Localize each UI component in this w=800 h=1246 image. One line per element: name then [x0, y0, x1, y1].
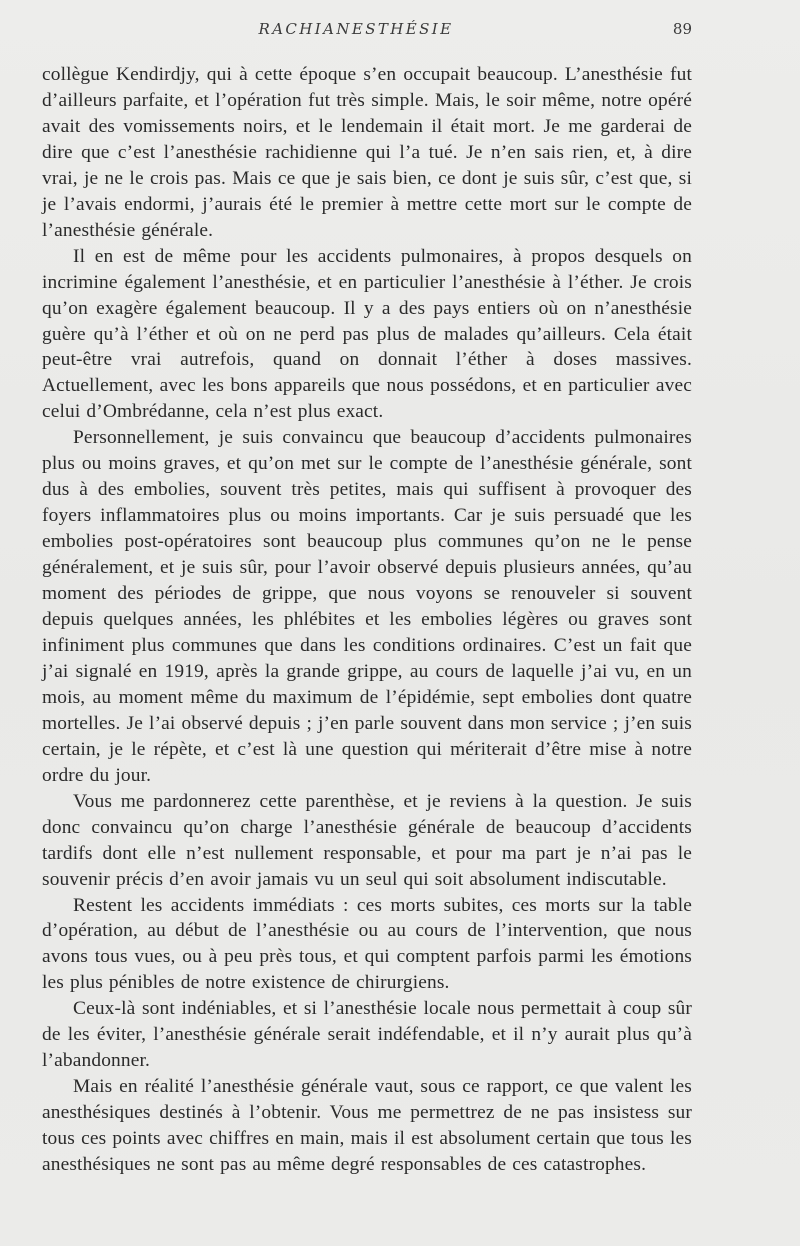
paragraph-7: Mais en réalité l’anesthésie générale vaut, sous ce rapport, ce que valent les anesthésiques destinés à l’obtenir. Vous me permettrez de ne pas insistess sur tous ces points avec chiffres en main, mais il est absolument certain que tous les anesthésiques ne sont pas au même degré responsables de ces catastrophes. [42, 1076, 692, 1176]
paragraph-1: collègue Kendirdjy, qui à cette époque s’en occupait beaucoup. L’anesthésie fut d’ailleurs parfaite, et l’opération fut très simple. Mais, le soir même, notre opéré avait des vomissements noirs, et le lendemain il était mort. Je me garderai de dire que c’est l’anesthésie rachidienne qui l’a tué. Je n’en sais rien, et, à dire vrai, je ne le crois pas. Mais ce que je sais bien, ce dont je suis sûr, c’est que, si je l’avais endormi, j’aurais été le premier à mettre cette mort sur le compte de l’anesthésie générale. [42, 64, 692, 241]
paragraph-6: Ceux-là sont indéniables, et si l’anesthésie locale nous permettait à coup sûr de les éviter, l’anesthésie générale serait indéfendable, et il n’y aurait plus qu’à l’abandonner. [42, 998, 692, 1072]
page-number: 89 [672, 20, 692, 38]
running-head [0, 20, 800, 44]
paragraph-5: Restent les accidents immédiats : ces morts subites, ces morts sur la table d’opération, au début de l’anesthésie ou au cours de l’intervention, que nous avons tous vues, ou à peu près tous, et qui comptent parfois parmi les émotions les plus pénibles de notre existence de chirurgiens. [42, 894, 692, 994]
paragraph-4: Vous me pardonnerez cette parenthèse, et je reviens à la question. Je suis donc convaincu qu’on charge l’anesthésie générale de beaucoup d’accidents tardifs dont elle n’est nullement responsable, et pour ma part je n’ai pas le souvenir précis d’en avoir jamais vu un seul qui soit absolument indiscutable. [42, 790, 692, 890]
paragraph-3: Personnellement, je suis convaincu que beaucoup d’accidents pulmonaires plus ou moins graves, et qu’on met sur le compte de l’anesthésie générale, sont dus à des embolies, souvent très petites, mais qui suffisent à provoquer des foyers inflammatoires plus ou moins importants. Car je suis persuadé que les embolies post-opératoires sont beaucoup plus communes qu’on ne le pense généralement, et je suis sûr, pour l’avoir observé depuis plusieurs années, qu’au moment des périodes de grippe, que nous voyons se renouveler si souvent depuis quelques années, les phlébites et les embolies légères ou graves sont infiniment plus communes que dans les conditions ordinaires. C’est un fait que j’ai signalé en 1919, après la grande grippe, au cours de laquelle j’ai vu, en un mois, au moment même du maximum de l’épidémie, sept embolies dont quatre mortelles. Je l’ai observé depuis ; j’en parle souvent dans mon service ; j’en suis certain, je le répète, et c’est là une question qui mériterait d’être mise à notre ordre du jour. [42, 427, 692, 786]
paragraph-2: Il en est de même pour les accidents pulmonaires, à propos desquels on incrimine également l’anesthésie, et en particulier l’anesthésie à l’éther. Je crois qu’on exagère également beaucoup. Il y a des pays entiers où on n’anesthésie guère qu’à l’éther et où on ne perd pas plus de malades qu’ailleurs. Cela était peut-être vrai autrefois, quand on donnait l’éther à doses massives. Actuellement, avec les bons appareils que nous possédons, et en particulier avec celui d’Ombrédanne, cela n’est plus exact. [42, 245, 692, 423]
body-text [42, 62, 692, 1178]
running-title: RACHIANESTHÉSIE [258, 20, 454, 38]
